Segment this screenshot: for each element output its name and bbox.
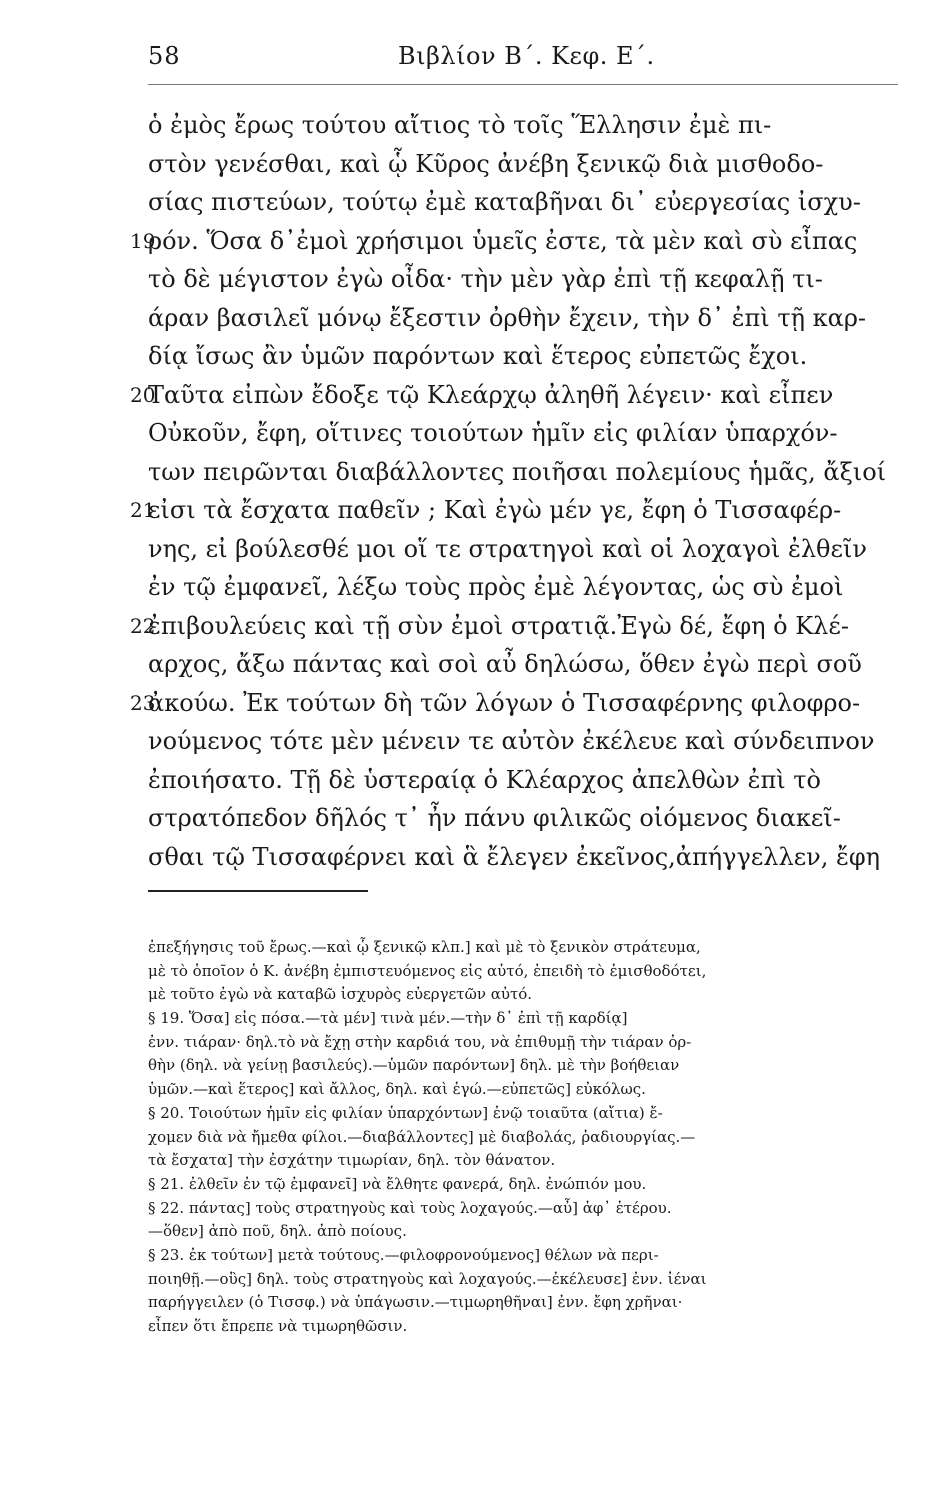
line-text: ὁ ἐμὸς ἔρως τούτου αἴτιος τὸ τοῖς Ἕλλησιν ἐμὲ πι-: [148, 111, 772, 139]
text-line: [148, 722, 900, 761]
line-text: εἰσι τὰ ἔσχατα παθεῖν ; Καὶ ἐγὼ μέν γε, ἔφη ὁ Τισσαφέρ-: [148, 496, 842, 524]
footnote-line: [148, 1197, 900, 1221]
line-text: ρόν. Ὅσα δ᾽ἐμοὶ χρήσιμοι ὑμεῖς ἐστε, τὰ μὲν καὶ σὺ εἶπας: [148, 226, 858, 255]
running-title: Βιβλίον Β΄. Κεφ. Ε΄.: [398, 42, 655, 70]
text-line: [148, 260, 900, 299]
text-line: [148, 106, 900, 145]
footnote-text: § 21. ἐλθεῖν ἐν τῷ ἐμφανεῖ] νὰ ἔλθητε φανερά, δηλ. ἐνώπιόν μου.: [148, 1174, 647, 1193]
line-text: σίας πιστεύων, τούτῳ ἐμὲ καταβῆναι δι᾽ εὐεργεσίας ἰσχυ-: [148, 188, 861, 216]
footnote-text: ἐνν. τιάραν· δηλ.τὸ νὰ ἔχῃ στὴν καρδιά του, νὰ ἐπιθυμῇ τὴν τιάραν ὀρ-: [148, 1032, 692, 1051]
text-line: [148, 337, 900, 376]
text-line: [148, 183, 900, 222]
footnote-text: § 23. ἐκ τούτων] μετὰ τούτους.—φιλοφρονούμενος] θέλων νὰ περι-: [148, 1245, 659, 1264]
footnote-line: [148, 1244, 900, 1268]
footnote-line: [148, 1007, 900, 1031]
footnote-text: εἶπεν ὅτι ἔπρεπε νὰ τιμωρηθῶσιν.: [148, 1317, 408, 1335]
line-text: Οὐκοῦν, ἔφη, οἵτινες τοιούτων ἡμῖν εἰς φιλίαν ὑπαρχόν-: [148, 419, 838, 447]
text-line: [130, 376, 900, 415]
line-text: ἐν τῷ ἐμφανεῖ, λέξω τοὺς πρὸς ἐμὲ λέγοντας, ὡς σὺ ἐμοὶ: [148, 573, 844, 601]
text-line: [130, 491, 900, 530]
footnote-text: παρήγγειλεν (ὁ Τισσφ.) νὰ ὑπάγωσιν.—τιμωρηθῆναι] ἐνν. ἔφη χρῆναι·: [148, 1293, 683, 1312]
line-text: ἀκούω. Ἐκ τούτων δὴ τῶν λόγων ὁ Τισσαφέρνης φιλοφρο-: [148, 688, 861, 717]
text-line: [148, 299, 900, 338]
footnote-line: [148, 1031, 900, 1055]
footnote-text: μὲ τοῦτο ἐγὼ νὰ καταβῶ ἰσχυρὸς εὐεργετῶν αὐτό.: [148, 985, 533, 1004]
text-line: [148, 145, 900, 184]
header-rule: [148, 84, 898, 85]
footnote-line: [148, 1315, 900, 1339]
text-line: [130, 222, 900, 261]
line-text: τὸ δὲ μέγιστον ἐγὼ οἶδα· τὴν μὲν γὰρ ἐπὶ τῇ κεφαλῇ τι-: [148, 265, 823, 293]
text-line: [148, 761, 900, 800]
line-text: αρχος, ἄξω πάντας καὶ σοὶ αὖ δηλώσω, ὅθεν ἐγὼ περὶ σοῦ: [148, 650, 862, 678]
line-text: Ταῦτα εἰπὼν ἔδοξε τῷ Κλεάρχῳ ἀληθῆ λέγειν· καὶ εἶπεν: [148, 380, 834, 409]
text-line: [148, 453, 900, 492]
footnote-line: [148, 983, 900, 1007]
page-number: 58: [148, 42, 181, 70]
footnote-text: § 22. πάντας] τοὺς στρατηγοὺς καὶ τοὺς λοχαγούς.—αὖ] ἀφ᾽ ἑτέρου.: [148, 1198, 672, 1217]
text-line: [148, 414, 900, 453]
footnote-line: [148, 1078, 900, 1102]
footnote-line: [148, 936, 900, 960]
running-head: [148, 38, 900, 78]
footnote-line: [148, 1268, 900, 1292]
footnote-line: [148, 960, 900, 984]
footnote-text: § 20. Τοιούτων ἡμῖν εἰς φιλίαν ὑπαρχόντων] ἐνῷ τοιαῦτα (αἴτια) ἔ-: [148, 1103, 663, 1122]
footnote-line: [148, 1054, 900, 1078]
footnote-text: § 19. Ὅσα] εἰς πόσα.—τὰ μέν] τινὰ μέν.—τὴν δ᾽ ἐπὶ τῇ καρδίᾳ]: [148, 1009, 628, 1028]
footnote-line: [148, 1220, 900, 1244]
footnote-line: [148, 1291, 900, 1315]
line-text: των πειρῶνται διαβάλλοντες ποιῆσαι πολεμίους ἡμᾶς, ἄξιοί: [148, 457, 887, 486]
section-number: 20: [130, 382, 156, 407]
main-text: [130, 106, 900, 876]
text-line: [148, 568, 900, 607]
footnote-rule: [148, 890, 368, 892]
line-text: στρατόπεδον δῆλός τ᾽ ἦν πάνυ φιλικῶς οἰόμενος διακεῖ-: [148, 804, 841, 832]
line-text: σθαι τῷ Τισσαφέρνει καὶ ἃ ἔλεγεν ἐκεῖνος,ἀπήγγελλεν, ἔφη: [148, 842, 881, 871]
line-text: άραν βασιλεῖ μόνῳ ἔξεστιν ὀρθὴν ἔχειν, τὴν δ᾽ ἐπὶ τῇ καρ-: [148, 303, 867, 332]
text-line: [130, 684, 900, 723]
footnote-text: τὰ ἔσχατα] τὴν ἐσχάτην τιμωρίαν, δηλ. τὸν θάνατον.: [148, 1151, 556, 1170]
text-line: [148, 799, 900, 838]
line-text: νούμενος τότε μὲν μένειν τε αὐτὸν ἐκέλευε καὶ σύνδειπνον: [148, 727, 875, 755]
text-line: [148, 838, 900, 877]
line-text: ἐπιβουλεύεις καὶ τῇ σὺν ἐμοὶ στρατιᾷ.Ἐγὼ δέ, ἔφη ὁ Κλέ-: [148, 611, 849, 640]
text-line: [148, 645, 900, 684]
footnote-text: ποιηθῇ.—οὓς] δηλ. τοὺς στρατηγοὺς καὶ λοχαγούς.—ἐκέλευσε] ἐνν. ἰέναι: [148, 1269, 707, 1288]
footnote-line: [148, 1149, 900, 1173]
text-line: [130, 607, 900, 646]
text-line: [148, 530, 900, 569]
footnotes: [148, 936, 900, 1339]
section-number: 21: [130, 498, 156, 522]
section-number: 22: [130, 613, 156, 638]
footnote-text: —ὅθεν] ἀπὸ ποῦ, δηλ. ἀπὸ ποίους.: [148, 1222, 407, 1241]
section-number: 19: [130, 228, 156, 253]
line-text: νης, εἰ βούλεσθέ μοι οἵ τε στρατηγοὶ καὶ οἱ λοχαγοὶ ἐλθεῖν: [148, 534, 867, 563]
footnote-line: [148, 1173, 900, 1197]
footnote-line: [148, 1126, 900, 1150]
footnote-text: μὲ τὸ ὁποῖον ὁ Κ. ἀνέβη ἐμπιστευόμενος εἰς αὐτό, ἐπειδὴ τὸ ἐμισθοδότει,: [148, 961, 707, 980]
footnote-line: [148, 1102, 900, 1126]
footnote-text: χομεν διὰ νὰ ἤμεθα φίλοι.—διαβάλλοντες] μὲ διαβολάς, ῥαδιουργίας.—: [148, 1127, 696, 1146]
line-text: δίᾳ ἴσως ἂν ὑμῶν παρόντων καὶ ἕτερος εὐπετῶς ἔχοι.: [148, 342, 808, 370]
footnote-text: ὑμῶν.—καὶ ἕτερος] καὶ ἄλλος, δηλ. καὶ ἐγώ.—εὐπετῶς] εὐκόλως.: [148, 1080, 646, 1099]
section-number: 23: [130, 690, 156, 715]
line-text: στὸν γενέσθαι, καὶ ᾧ Κῦρος ἀνέβη ξενικῷ διὰ μισθοδο-: [148, 149, 824, 178]
footnote-text: ἐπεξήγησις τοῦ ἔρως.—καὶ ᾧ ξενικῷ κλπ.] καὶ μὲ τὸ ξενικὸν στράτευμα,: [148, 938, 701, 956]
line-text: ἐποιήσατο. Τῇ δὲ ὑστεραίᾳ ὁ Κλέαρχος ἀπελθὼν ἐπὶ τὸ: [148, 765, 821, 794]
footnote-text: θὴν (δηλ. νὰ γείνῃ βασιλεύς).—ὑμῶν παρόντων] δηλ. μὲ τὴν βοήθειαν: [148, 1056, 680, 1075]
